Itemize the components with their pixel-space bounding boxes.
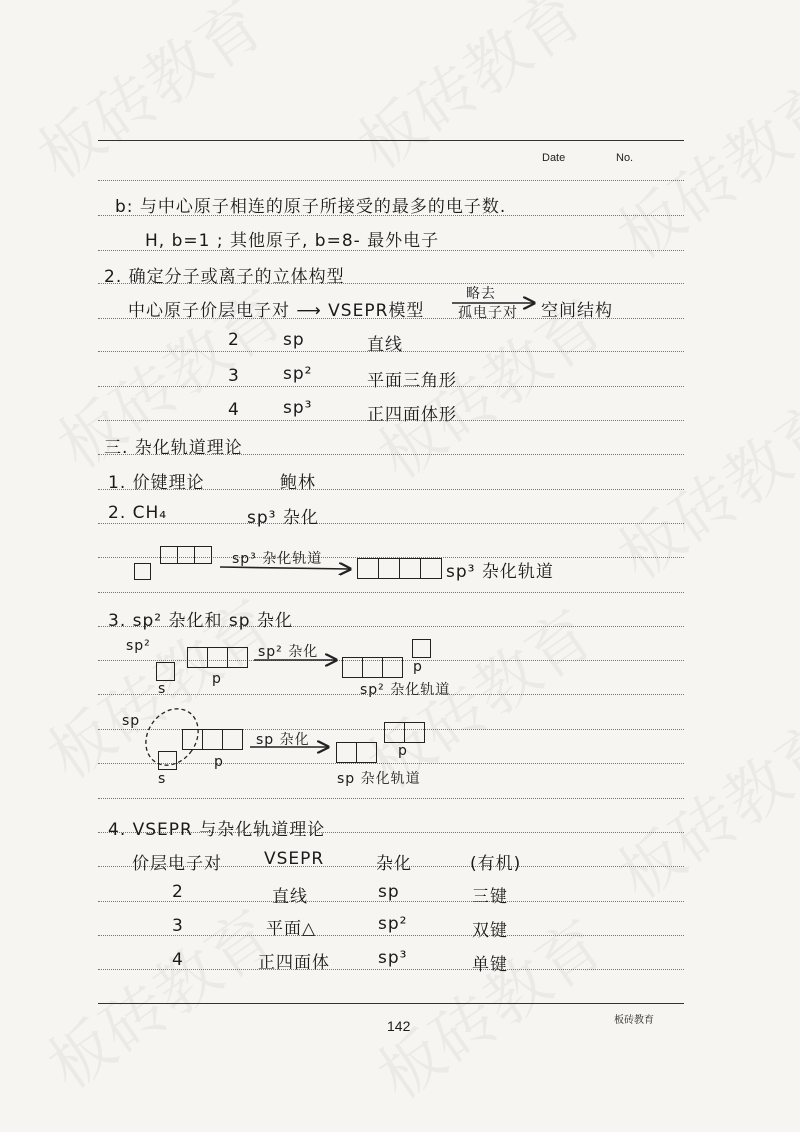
note-line-h: H, b=1 ; 其他原子, b=8- 最外电子 — [145, 231, 440, 251]
flow-above: 略去 — [466, 286, 496, 302]
sp-label: sp — [122, 713, 141, 729]
table2-head: 杂化 — [376, 854, 412, 874]
table2-cell: 三键 — [472, 887, 508, 907]
table1-h: sp² — [283, 364, 313, 384]
sp2-s-label: s — [158, 681, 167, 697]
table2-cell: 3 — [172, 916, 184, 936]
flow-left: 中心原子价层电子对 ⟶ VSEPR模型 — [128, 301, 425, 321]
section-3-title: 三. 杂化轨道理论 — [104, 438, 243, 458]
sp-p-label: p — [214, 754, 224, 770]
flow-right: 空间结构 — [541, 301, 613, 321]
table1-h: sp — [283, 330, 305, 350]
table2-cell: 正四面体 — [258, 953, 330, 973]
table2-cell: 平面△ — [266, 919, 317, 939]
sp-p2-label: p — [398, 743, 408, 759]
table2-head: (有机) — [470, 854, 522, 874]
table1-h: sp³ — [283, 398, 313, 418]
table2-cell: 单键 — [472, 955, 508, 975]
table2-head: 价层电子对 — [132, 854, 222, 874]
ch4-result: sp³ 杂化轨道 — [446, 562, 554, 582]
no-label: No. — [616, 152, 634, 164]
table1-n: 3 — [228, 366, 240, 386]
item-3: 3. sp² 杂化和 sp 杂化 — [108, 611, 293, 631]
date-label: Date — [542, 152, 566, 164]
item-1: 1. 价键理论 — [108, 473, 205, 493]
note-line-b: b: 与中心原子相连的原子所接受的最多的电子数. — [115, 197, 507, 217]
sp2-arrow-label: sp² 杂化 — [258, 644, 319, 660]
table1-n: 2 — [228, 330, 240, 350]
page-number: 142 — [387, 1018, 411, 1034]
item-4: 4. VSEPR 与杂化轨道理论 — [108, 820, 326, 840]
item-1-name: 鲍林 — [280, 473, 316, 493]
sp-result: sp 杂化轨道 — [337, 771, 421, 787]
table2-cell: sp³ — [378, 948, 408, 968]
table2-cell: 4 — [172, 950, 184, 970]
table1-shape: 直线 — [367, 335, 403, 355]
footer-rule — [98, 1003, 684, 1004]
table2-cell: sp — [378, 882, 400, 902]
table2-cell: sp² — [378, 914, 408, 934]
table2-cell: 2 — [172, 882, 184, 902]
sp2-result: sp² 杂化轨道 — [360, 682, 451, 698]
table1-n: 4 — [228, 400, 240, 420]
item-2: 2. CH₄ — [108, 503, 168, 523]
sp2-p2-label: p — [413, 659, 423, 675]
table1-shape: 正四面体形 — [367, 405, 457, 425]
footer-brand: 板砖教育 — [614, 1015, 654, 1026]
table2-cell: 直线 — [272, 887, 308, 907]
item-2-right: sp³ 杂化 — [247, 508, 319, 528]
table2-head: VSEPR — [264, 849, 325, 869]
sp2-p-label: p — [212, 671, 222, 687]
sp-s-label: s — [158, 771, 167, 787]
flow-below: 孤电子对 — [458, 305, 518, 321]
table1-shape: 平面三角形 — [367, 371, 457, 391]
sp-arrow-label: sp 杂化 — [256, 732, 310, 748]
sp2-label: sp² — [126, 638, 151, 654]
ch4-arrow-label: sp³ 杂化轨道 — [232, 551, 323, 567]
table2-cell: 双键 — [472, 921, 508, 941]
section-2-title: 2. 确定分子或离子的立体构型 — [104, 267, 345, 287]
